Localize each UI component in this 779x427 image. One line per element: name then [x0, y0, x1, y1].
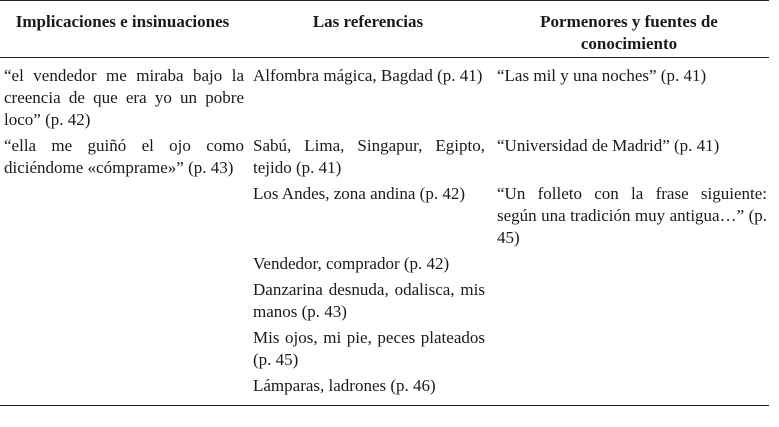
column-header-implicaciones: Implicaciones e insinuaciones — [15, 12, 230, 31]
table-row — [0, 373, 769, 406]
table-body — [0, 58, 769, 406]
cell-implicaciones — [0, 251, 247, 277]
table-row — [0, 181, 769, 251]
cell-pormenores — [489, 277, 769, 325]
cell-implicaciones — [0, 181, 247, 251]
cell-pormenores — [489, 373, 769, 406]
cell-referencias: Vendedor, comprador (p. 42) — [253, 254, 450, 273]
cell-implicaciones — [0, 373, 247, 406]
table-row — [0, 133, 769, 181]
cell-pormenores — [489, 251, 769, 277]
cell-referencias: Sabú, Lima, Singapur, Egipto, tejido (p. 41) — [253, 136, 485, 177]
table-row — [0, 325, 769, 373]
cell-pormenores: “Un folleto con la frase siguiente: según una tradición muy antigua…” (p. 45) — [497, 184, 767, 247]
table-row — [0, 251, 769, 277]
cell-referencias: Lámparas, ladrones (p. 46) — [253, 376, 436, 395]
cell-implicaciones — [0, 277, 247, 325]
cell-pormenores: “Universidad de Madrid” (p. 41) — [497, 136, 720, 155]
table-header — [0, 1, 769, 58]
header-row — [0, 1, 769, 58]
cell-pormenores: “Las mil y una noches” (p. 41) — [497, 66, 707, 85]
cell-pormenores — [489, 325, 769, 373]
cell-referencias: Danzarina desnuda, odalisca, mis manos (p. 43) — [253, 280, 485, 321]
cell-referencias: Los Andes, zona andina (p. 42) — [253, 184, 465, 203]
cell-implicaciones: “el vendedor me miraba bajo la creencia de que era yo un pobre loco” (p. 42) — [4, 66, 244, 129]
column-header-referencias: Las referencias — [312, 12, 424, 31]
column-header-pormenores: Pormenores y fuentes de conocimiento — [540, 12, 718, 53]
table-row — [0, 277, 769, 325]
table-row — [0, 58, 769, 134]
cell-referencias: Mis ojos, mi pie, peces plateados (p. 45) — [253, 328, 485, 369]
cell-implicaciones — [0, 325, 247, 373]
cell-implicaciones: “ella me guiñó el ojo como diciéndome «cómprame»” (p. 43) — [4, 136, 244, 177]
cell-referencias: Alfombra mágica, Bagdad (p. 41) — [253, 66, 483, 85]
